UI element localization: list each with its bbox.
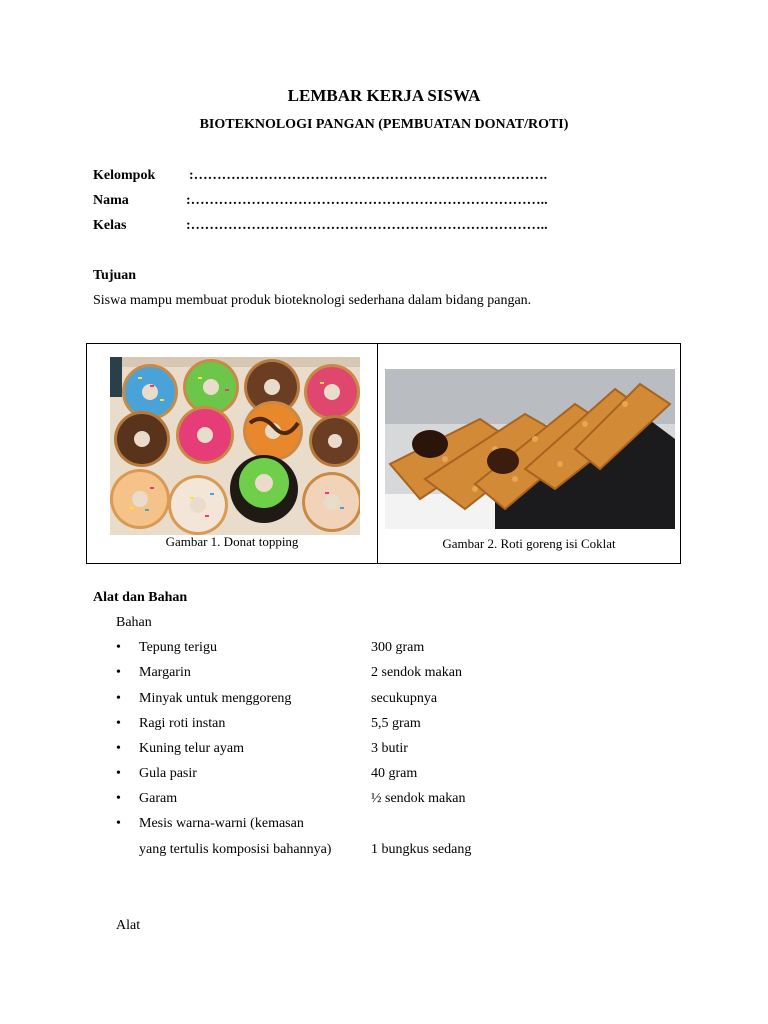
fried-bread-photo-icon: [385, 369, 675, 529]
ingredient-name: Mesis warna-warni (kemasan: [139, 816, 304, 831]
ingredient-qty: 3 butir: [371, 741, 408, 756]
ingredient-qty: 300 gram: [371, 640, 425, 655]
ingredient-name: Minyak untuk menggoreng: [139, 691, 292, 706]
bullet: •: [116, 816, 121, 831]
ingredient-name: Kuning telur ayam: [139, 741, 244, 756]
bullet: •: [116, 791, 121, 806]
caption-roti: Gambar 2. Roti goreng isi Coklat: [442, 536, 616, 551]
tujuan-text: Siswa mampu membuat produk bioteknologi sederhana dalam bidang pangan.: [93, 293, 532, 308]
caption-donut: Gambar 1. Donat topping: [165, 534, 299, 549]
field-nama[interactable]: :…………………………………………………………………..: [186, 193, 548, 208]
alat-label: Alat: [116, 918, 141, 933]
ingredient-qty: secukupnya: [371, 691, 438, 706]
ingredient-qty: ½ sendok makan: [371, 791, 466, 806]
ingredient-name: Gula pasir: [139, 766, 197, 781]
bahan-label: Bahan: [116, 615, 152, 630]
field-kelas[interactable]: :…………………………………………………………………..: [186, 218, 548, 233]
bullet: •: [116, 741, 121, 756]
page-title: LEMBAR KERJA SISWA: [287, 86, 481, 105]
ingredient-qty: 1 bungkus sedang: [371, 842, 472, 857]
bullet: •: [116, 691, 121, 706]
alat-bahan-heading: Alat dan Bahan: [93, 590, 188, 605]
bullet: •: [116, 766, 121, 781]
ingredient-name: Margarin: [139, 665, 191, 680]
bullet: •: [116, 640, 121, 655]
donut-photo-icon: [110, 357, 360, 535]
ingredient-qty: 5,5 gram: [371, 716, 421, 731]
page-subtitle: BIOTEKNOLOGI PANGAN (PEMBUATAN DONAT/ROTI): [199, 117, 569, 132]
field-kelompok[interactable]: :………………………………………………………………….: [189, 168, 548, 183]
figure-table: [86, 343, 681, 564]
figure-divider: [377, 344, 378, 563]
ingredient-qty: 40 gram: [371, 766, 418, 781]
bullet: •: [116, 665, 121, 680]
tujuan-heading: Tujuan: [93, 268, 137, 283]
label-nama: Nama: [93, 193, 129, 208]
ingredient-name: Garam: [139, 791, 178, 806]
label-kelas: Kelas: [93, 218, 127, 233]
ingredient-name-continuation: yang tertulis komposisi bahannya): [139, 842, 332, 857]
label-kelompok: Kelompok: [93, 168, 156, 183]
bullet: •: [116, 716, 121, 731]
ingredient-name: Tepung terigu: [139, 640, 217, 655]
ingredient-name: Ragi roti instan: [139, 716, 226, 731]
ingredient-qty: 2 sendok makan: [371, 665, 462, 680]
